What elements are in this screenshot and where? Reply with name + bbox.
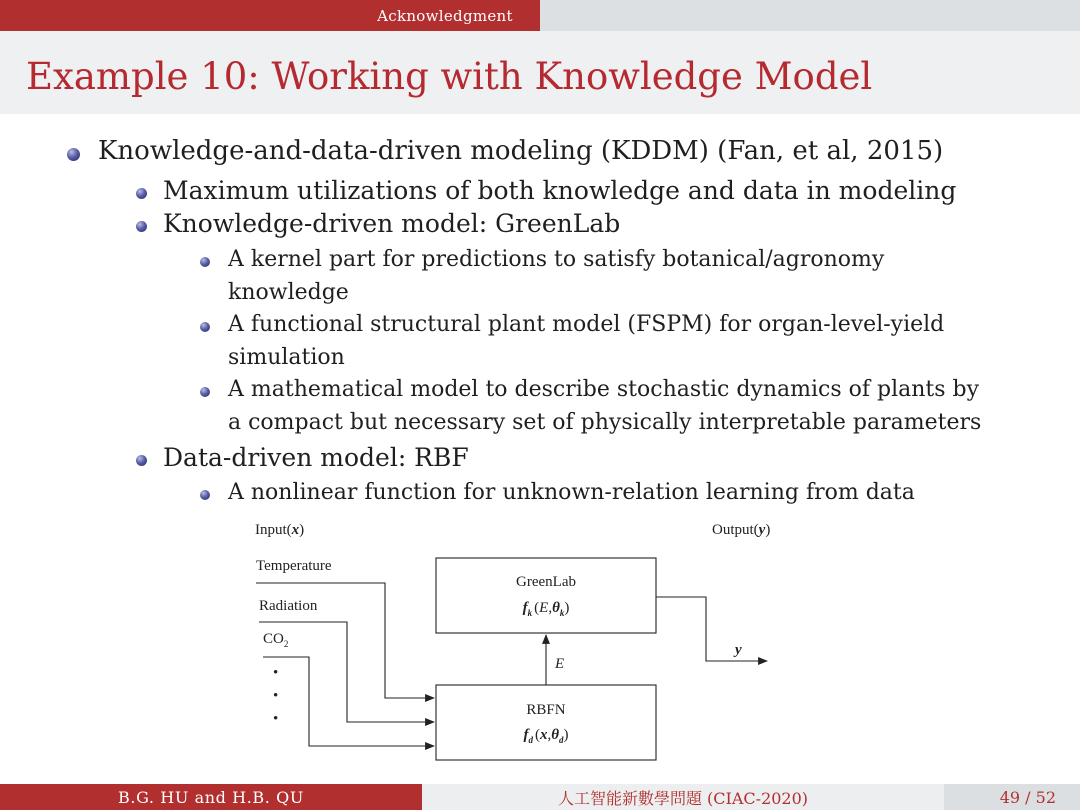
greenlab-formula: $f_k$ $(E,\theta_k)$ — [522, 600, 570, 618]
bullet-icon — [67, 148, 80, 161]
radiation-connector — [259, 622, 434, 722]
bullet-item-mathematical-line2: a compact but necessary set of physically interpretable parameters — [228, 410, 982, 435]
ellipsis-dot: • — [273, 688, 279, 704]
slide-title: Example 10: Working with Knowledge Model — [26, 55, 873, 98]
kddm-diagram — [250, 512, 790, 772]
bullet-item-kddm: Knowledge-and-data-driven modeling (KDDM) (Fan, et al, 2015) — [98, 136, 944, 166]
bullet-icon — [136, 455, 147, 466]
bullet-icon — [136, 221, 147, 232]
bullet-item-knowledge-driven: Knowledge-driven model: GreenLab — [163, 209, 621, 238]
bullet-item-nonlinear-function: A nonlinear function for unknown-relation learning from data — [228, 480, 915, 505]
bullet-item-kernel-part-line2: knowledge — [228, 280, 349, 305]
section-label: Acknowledgment — [377, 6, 513, 25]
ellipsis-dot: • — [273, 665, 279, 681]
ellipsis-dot: • — [273, 711, 279, 727]
footer-event: 人工智能新數學問題 (CIAC-2020) — [422, 784, 944, 810]
co2-connector — [263, 657, 434, 746]
bullet-icon — [136, 188, 147, 199]
rbfn-box — [436, 685, 656, 760]
page-separator: / — [1025, 787, 1031, 807]
bullet-item-data-driven: Data-driven model: RBF — [163, 443, 469, 472]
bullet-icon — [200, 387, 210, 397]
bullet-item-fspm-line2: simulation — [228, 345, 345, 370]
bullet-item-mathematical-line1: A mathematical model to describe stochastic dynamics of plants by — [228, 377, 980, 402]
output-header: Output(y) — [712, 522, 771, 538]
input-radiation-label: Radiation — [259, 598, 318, 614]
bullet-icon — [200, 490, 210, 500]
input-co2-label: $CO_2$ — [263, 631, 289, 649]
footer-bar — [0, 784, 1080, 810]
rbfn-label: RBFN — [526, 702, 566, 718]
greenlab-label: GreenLab — [516, 574, 576, 590]
bullet-item-kernel-part-line1: A kernel part for predictions to satisfy botanical/agronomy — [228, 247, 885, 272]
footer-page-number — [944, 784, 1080, 810]
input-temperature-label: Temperature — [256, 558, 332, 574]
greenlab-box — [436, 558, 656, 633]
total-pages: 52 — [1035, 787, 1056, 807]
footer-authors: B.G. HU and H.B. QU — [0, 784, 422, 810]
bullet-icon — [200, 257, 210, 267]
bullet-icon — [200, 322, 210, 332]
output-connector — [656, 597, 767, 661]
rbfn-formula: $f_d$ $(x,\theta_d)$ — [523, 727, 569, 745]
bullet-item-maximum-utilizations: Maximum utilizations of both knowledge and data in modeling — [163, 176, 957, 205]
bullet-item-fspm-line1: A functional structural plant model (FSPM) for organ-level-yield — [228, 312, 945, 337]
current-page: 49 — [999, 787, 1021, 807]
e-edge-label: E — [555, 656, 565, 672]
output-y-label: y — [735, 642, 742, 658]
kddm-diagram-svg — [250, 512, 790, 772]
input-header: Input(x) — [255, 522, 305, 538]
